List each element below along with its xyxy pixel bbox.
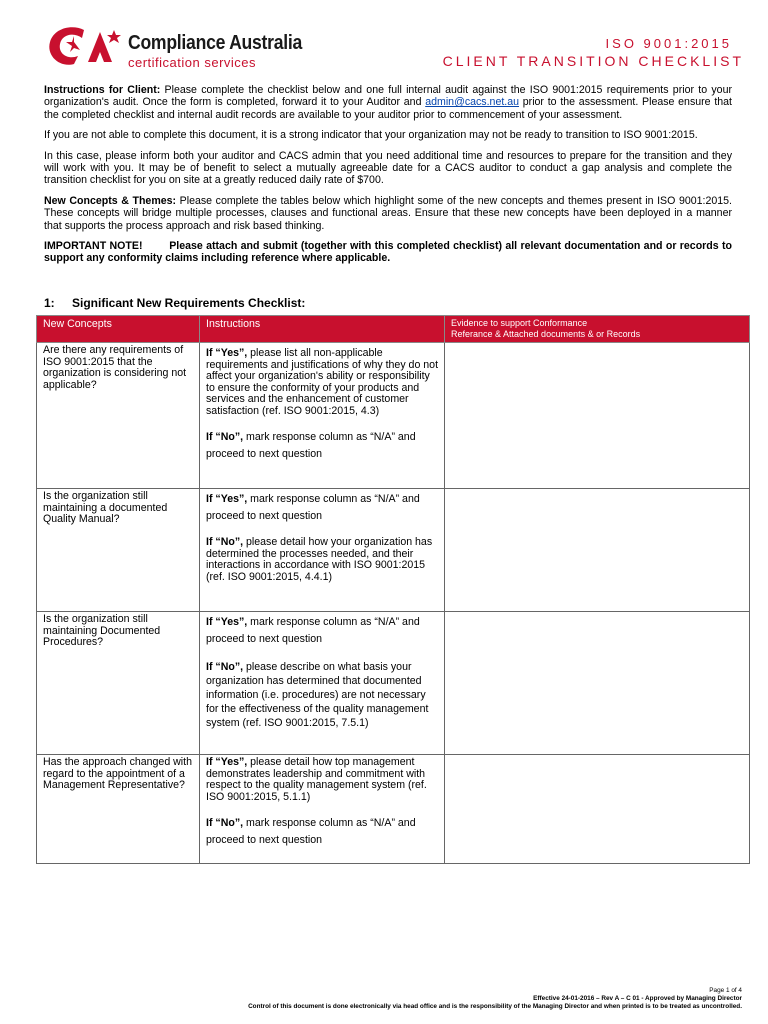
new-concepts-label: New Concepts & Themes: <box>44 194 177 207</box>
yes-text: please detail how top management demonstrates leadership and commitment with respect to the quality management system (ref. ISO 9001:2015, 5.1.1) <box>206 756 427 803</box>
table-header-row <box>37 316 750 343</box>
no-text: mark response column as “N/A” and proceed to next question <box>206 817 416 846</box>
instructions-cell <box>200 612 445 755</box>
important-note-paragraph <box>44 240 732 265</box>
gap-analysis-paragraph: In this case, please inform both your auditor and CACS admin that you need additional time and resources to prepare for the transition and they will work with you. It may be of benefit to select a mutually agreeable date for a CACS auditor to conduct a gap analysis and complete the transition checklist for you on site at a greatly reduced daily rate of $700. <box>44 149 732 187</box>
evidence-input-cell[interactable] <box>445 489 750 612</box>
yes-instruction <box>206 614 438 648</box>
intro-section <box>44 84 732 273</box>
instructions-cell <box>200 755 445 864</box>
question-cell: Has the approach changed with regard to the appointment of a Management Representative? <box>37 755 200 864</box>
instructions-text-a: Please complete the checklist below and one full internal audit against the ISO 9001:2015 requirements prior to your organization's audit. Once the form is completed, forward it to your Auditor and <box>44 84 732 109</box>
table-row <box>37 343 750 489</box>
yes-instruction <box>206 757 438 803</box>
question-cell: Are there any requirements of ISO 9001:2015 that the organization is considering not applicable? <box>37 343 200 489</box>
no-instruction <box>206 537 438 583</box>
no-instruction <box>206 660 438 730</box>
yes-instruction <box>206 348 438 417</box>
no-instruction <box>206 815 438 849</box>
evidence-input-cell[interactable] <box>445 612 750 755</box>
instructions-cell <box>200 343 445 489</box>
question-cell: Is the organization still maintaining a documented Quality Manual? <box>37 489 200 612</box>
title-checklist: CLIENT TRANSITION CHECKLIST <box>442 53 744 69</box>
no-text: mark response column as “N/A” and proceed to next question <box>206 431 416 460</box>
evidence-input-cell[interactable] <box>445 343 750 489</box>
no-label: If “No”, <box>206 817 244 829</box>
yes-label: If “Yes”, <box>206 616 248 628</box>
header-evidence <box>445 316 750 343</box>
new-concepts-text: Please complete the tables below which highlight some of the new concepts and themes present in ISO 9001:2015. These concepts will bridge multiple processes, clauses and functional areas. Ensure that these new concepts have been deployed in a manner that supports the process approach and risk based thinking. <box>44 194 732 232</box>
no-instruction <box>206 429 438 463</box>
table-row <box>37 755 750 864</box>
header-evidence-line2: Referance & Attached documents & or Records <box>451 329 641 339</box>
section-number: 1: <box>44 296 55 310</box>
header-evidence-line1: Evidence to support Conformance <box>451 318 588 328</box>
instructions-label: Instructions for Client: <box>44 84 161 96</box>
header-new-concepts: New Concepts <box>37 316 200 343</box>
no-label: If “No”, <box>206 661 244 673</box>
title-standard: ISO 9001:2015 <box>605 36 732 51</box>
header-instructions: Instructions <box>200 316 445 343</box>
effective-notice: Effective 24-01-2016 – Rev A – C 01 - Approved by Managing Director <box>533 995 742 1002</box>
yes-text: mark response column as “N/A” and proceed to next question <box>206 616 420 645</box>
yes-label: If “Yes”, <box>206 493 248 505</box>
brand-subtitle: certification services <box>128 55 257 70</box>
page-footer <box>248 987 742 1011</box>
table-row <box>37 612 750 755</box>
ca-logo-icon <box>44 22 124 74</box>
table-row <box>37 489 750 612</box>
document-control-notice: Control of this document is done electronically via head office and is the responsibility of the Managing Director and when printed is to be treated as uncontrolled. <box>248 1003 742 1010</box>
company-logo <box>44 22 303 74</box>
no-text: please describe on what basis your organization has determined that documented information (i.e. procedures) are not necessary for the effectiveness of the quality management system (ref. ISO 9001:2015, 7.5.1) <box>206 661 429 729</box>
yes-text: mark response column as “N/A” and proceed to next question <box>206 493 420 522</box>
instructions-text-b: prior to the assessment. Please ensure that the completed checklist and internal audit records are available to your auditor prior to commencement of your assessment. <box>44 96 732 121</box>
no-label: If “No”, <box>206 536 244 548</box>
section-title: Significant New Requirements Checklist: <box>72 296 306 310</box>
yes-instruction <box>206 491 438 525</box>
page-number: Page 1 of 4 <box>709 987 742 994</box>
instructions-cell <box>200 489 445 612</box>
yes-label: If “Yes”, <box>206 347 248 359</box>
brand-name: Compliance Australia <box>128 32 303 54</box>
admin-email-link[interactable]: admin@cacs.net.au <box>425 96 520 109</box>
requirements-table <box>36 315 750 864</box>
yes-label: If “Yes”, <box>206 756 248 768</box>
yes-text: please list all non-applicable requirements and justifications of why they do not affect your organization's ability or responsibility to ensure the conformity of your products and services and the enhancement of customer satisfaction (ref. ISO 9001:2015, 4.3) <box>206 347 439 417</box>
document-title <box>443 36 744 69</box>
section-heading <box>44 296 305 310</box>
readiness-paragraph: If you are not able to complete this document, it is a strong indicator that your organization may not be ready to transition to ISO 9001:2015. <box>44 129 698 142</box>
new-concepts-paragraph <box>44 195 732 232</box>
no-text: please detail how your organization has determined the processes needed, and their interactions in accordance with ISO 9001:2015 (ref. ISO 9001:2015, 4.4.1) <box>206 536 433 583</box>
no-label: If “No”, <box>206 431 244 443</box>
evidence-input-cell[interactable] <box>445 755 750 864</box>
instructions-paragraph <box>44 84 732 121</box>
important-note-label: IMPORTANT NOTE! <box>44 240 143 253</box>
question-cell: Is the organization still maintaining Documented Procedures? <box>37 612 200 755</box>
important-note-text: Please attach and submit (together with this completed checklist) all relevant documentation and or records to support any conformity claims including reference where applicable. <box>44 240 732 265</box>
